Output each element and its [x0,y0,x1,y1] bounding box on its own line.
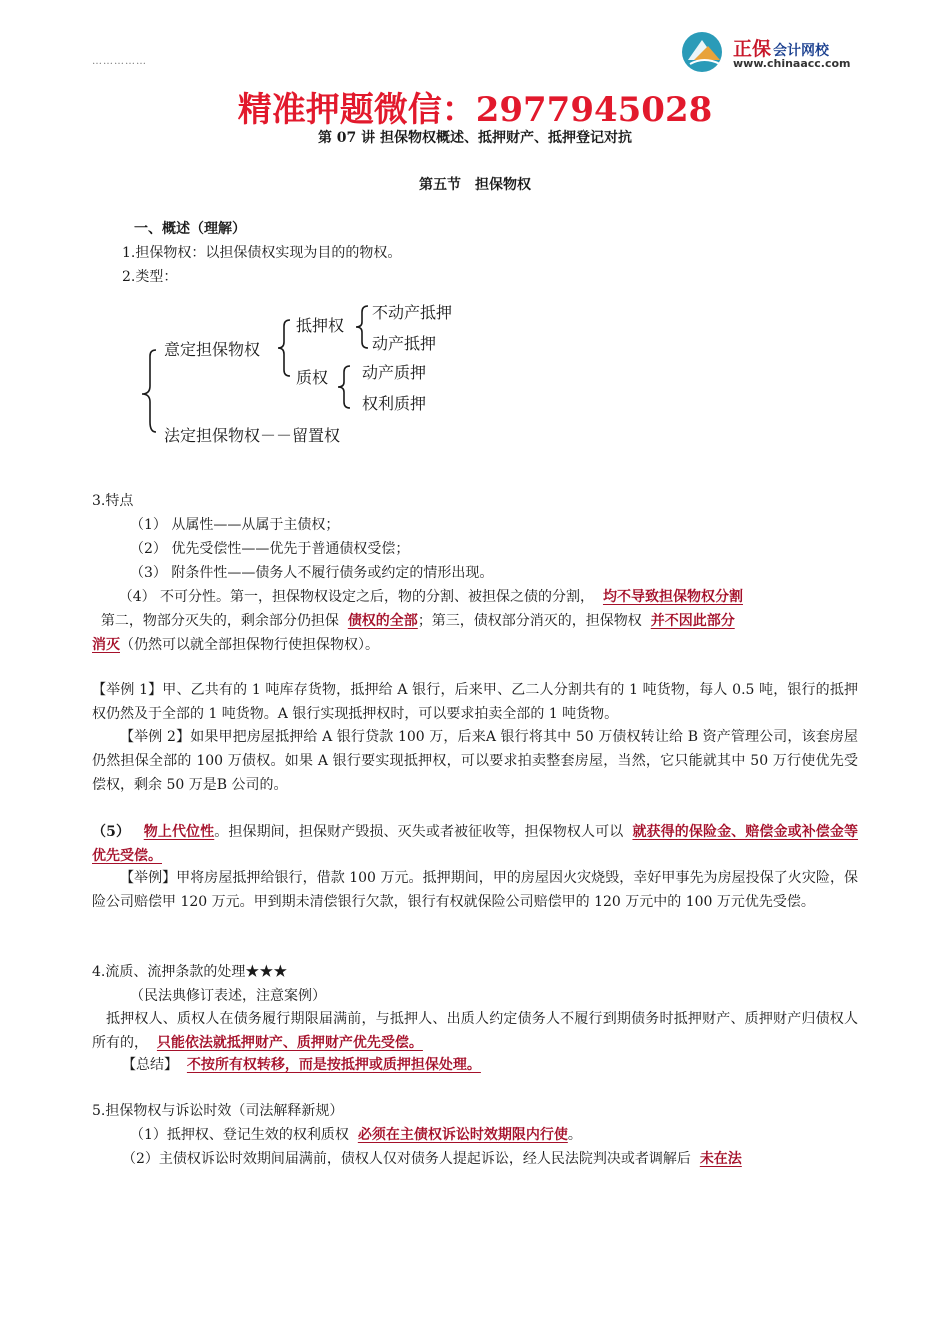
forfeiture-summary-label: 【总结】 [122,1057,178,1073]
mortgage-bracket [356,306,368,348]
pledge-bracket [338,366,350,408]
limitation-heading: 5.担保物权与诉讼时效（司法解释新规） [92,1103,344,1119]
feature-3: （3） 附条件性——债务人不履行债务或约定的情形出现。 [130,565,494,581]
feature-2: （2） 优先受偿性——优先于普通债权受偿； [130,541,410,557]
overview-heading: 一、概述（理解） [134,221,246,237]
limitation-item-1 [130,1124,582,1146]
consensual-bracket [278,320,290,376]
subrogation-highlight-1: 物上代位性 [143,824,215,840]
limitation-item-2-highlight: 未在法 [699,1151,742,1167]
overview-item-1: 1.担保物权：以担保债权实现为目的的物权。 [122,245,402,261]
header-corner-text: …………… [92,56,147,67]
feature-4-text-d: （仍然可以就全部担保物行使担保物权）。 [120,637,379,653]
forfeiture-heading: 4.流质、流押条款的处理★★★ [92,964,288,980]
diagram-leaf-movable-mortgage: 动产抵押 [372,334,437,353]
feature-1: （1） 从属性——从属于主债权； [130,517,340,533]
subrogation-text: 。担保期间，担保财产毁损、灭失或者被征收等，担保物权人可以 [214,824,624,840]
example-1: 【举例 1】甲、乙共有的 1 吨库存货物，抵押给 A 银行，后来甲、乙二人分割共有的 1 吨货物，每人 0.5 吨，银行的抵押权仍然及于全部的 1 吨货物。A 银行实现抵押权时，可以要求拍卖全部的 1 吨货物。 [92,682,858,722]
feature-4-highlight-3a: 并不因此部分 [650,613,735,629]
feature-4-text-a: （4） 不可分性。第一，担保物权设定之后，物的分割、被担保之债的分割， [118,589,595,605]
example-2: 【举例 2】如果甲把房屋抵押给 A 银行贷款 100 万，后来A 银行将其中 50 万债权转让给 B 资产管理公司，该套房屋仍然担保全部的 100 万债权。如果 A 银行要实现抵押权，可以要求拍卖整套房屋，当然，它只能就其中 50 万行使优先受偿权，剩余 50 万是B 公司的。 [92,729,858,793]
forfeiture-body [92,1007,858,1055]
root-bracket [142,350,156,432]
subrogation-example: 【举例】甲将房屋抵押给银行，借款 100 万元。抵押期间，甲的房屋因火灾烧毁，幸好甲事先为房屋投保了火灾险，保险公司赔偿甲 120 万元。甲到期未清偿银行欠款，银行有权就保险公司赔偿甲的 120 万元中的 100 万元优先受偿。 [92,870,858,910]
feature-4-highlight-2: 债权的全部 [347,613,418,629]
feature-4-text-b: 第二，物部分灭失的，剩余部分仍担保 [100,613,339,629]
diagram-root-consensual: 意定担保物权 [164,340,261,359]
subrogation-paragraph [92,820,858,868]
limitation-item-1-end: 。 [567,1127,582,1143]
forfeiture-summary [122,1054,481,1076]
promo-banner: 精准押题微信：2977945028 [237,90,713,130]
lecture-title: 第 07 讲 担保物权概述、抵押财产、抵押登记对抗 [317,130,633,146]
logo-brand-name: 正保 [733,38,772,60]
limitation-item-2-text: （2）主债权诉讼时效期间届满前，债权人仅对债务人提起诉讼，经人民法院判决或者调解后 [122,1151,691,1167]
diagram-leaf-rights-pledge: 权利质押 [362,394,427,413]
limitation-item-1-text: （1）抵押权、登记生效的权利质权 [130,1127,349,1143]
types-diagram [130,294,490,454]
feature-4-highlight-3b: 消灭 [92,637,120,653]
forfeiture-summary-highlight: 不按所有权转移，而是按抵押或质押担保处理。 [186,1057,481,1073]
feature-4-text-c: ；第三，债权部分消灭的，担保物权 [417,613,642,629]
subrogation-highlight-2: 就获得的保险金、赔偿金或补偿金等优先受偿。 [92,824,859,864]
logo-emblem-icon [680,30,728,74]
feature-4 [92,585,860,657]
logo-url: www.chinaacc.com [733,57,851,70]
forfeiture-highlight: 只能依法就抵押财产、质押财产优先受偿。 [156,1035,423,1051]
diagram-branch-mortgage: 抵押权 [296,316,345,335]
forfeiture-body-text: 抵押权人、质权人在债务履行期限届满前，与抵押人、出质人约定债务人不履行到期债务时抵押财产、质押财产归债权人所有的， [92,1011,858,1051]
features-heading: 3.特点 [92,493,134,509]
limitation-item-2 [122,1148,742,1170]
diagram-leaf-real-estate: 不动产抵押 [372,303,453,322]
diagram-root-statutory: 法定担保物权－－留置权 [164,426,341,445]
section-title: 第五节 担保物权 [419,177,531,193]
feature-4-highlight-1: 均不导致担保物权分割 [602,589,743,605]
diagram-leaf-movable-pledge: 动产质押 [362,363,427,382]
logo-brand-suffix: 会计网校 [773,43,830,59]
diagram-branch-pledge: 质权 [296,368,329,387]
subrogation-label: （5） [92,824,131,840]
forfeiture-note: （民法典修订表述，注意案例） [130,988,326,1004]
limitation-item-1-highlight: 必须在主债权诉讼时效期限内行使 [357,1127,568,1143]
overview-item-2: 2.类型： [122,269,178,285]
